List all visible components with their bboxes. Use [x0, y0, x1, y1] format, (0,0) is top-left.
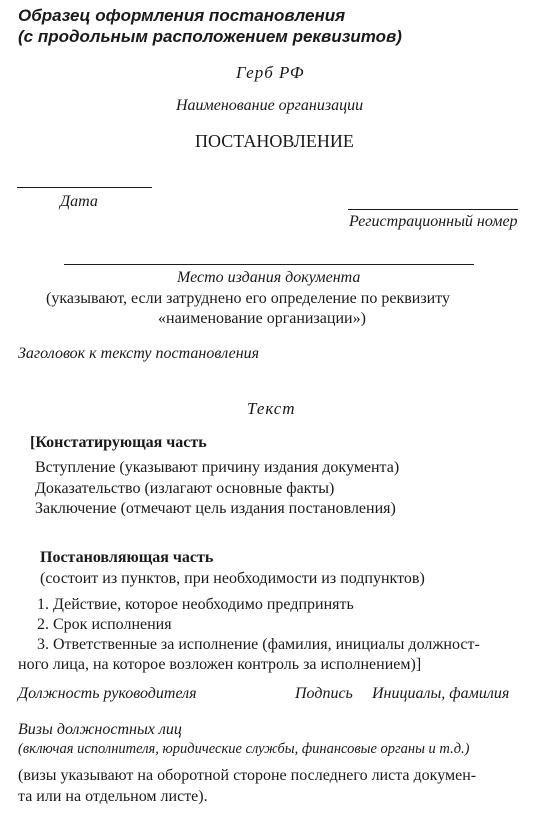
place-note-line-1: (указывают, если затруднено его определение по реквизиту: [46, 290, 450, 307]
visas-note-line-1: (визы указывают на оборотной стороне последнего листа докумен-: [18, 767, 477, 784]
resolving-item-2: 2. Срок исполнения: [37, 616, 172, 633]
ascertaining-part-title: [30, 434, 207, 452]
visas-note-line-2: та или на отдельном листе).: [18, 788, 208, 805]
ascertaining-line-conclusion: Заключение (отмечают цель издания постановления): [35, 500, 396, 517]
visas-detail: (включая исполнителя, юридические службы, финансовые органы и т.д.): [18, 741, 470, 757]
place-note-line-2: «наименование организации»): [158, 310, 366, 327]
place-label: Место издания документа: [177, 269, 361, 286]
text-heading-label: Заголовок к тексту постановления: [18, 345, 260, 362]
date-label: Дата: [60, 193, 98, 210]
resolving-part-title: Постановляющая часть: [40, 549, 214, 566]
ascertaining-line-proof: Доказательство (излагают основные факты): [35, 480, 335, 497]
document-type: ПОСТАНОВЛЕНИЕ: [195, 131, 354, 151]
ascertaining-title-text: Констатирующая часть: [35, 434, 207, 451]
resolving-item-3-continuation: ного лица, на которое возложен контроль за исполнением)]: [18, 656, 422, 673]
page-title-line-1: Образец оформления постановления: [18, 6, 346, 25]
reg-number-rule: [348, 209, 518, 210]
ascertaining-line-intro: Вступление (указывают причину издания документа): [35, 459, 400, 476]
signatory-position: Должность руководителя: [18, 685, 197, 702]
text-label: Текст: [247, 399, 296, 418]
resolving-item-1: 1. Действие, которое необходимо предпринять: [37, 596, 354, 613]
signature-label: Подпись: [295, 685, 353, 702]
page-title-line-2: (с продольным расположением реквизитов): [18, 27, 402, 46]
registration-number-label: Регистрационный номер: [349, 213, 518, 230]
opening-bracket: [: [30, 434, 36, 451]
resolving-item-3: 3. Ответственные за исполнение (фамилия, инициалы должност-: [37, 636, 480, 653]
place-rule: [64, 264, 474, 265]
visas-title: Визы должностных лиц: [18, 721, 182, 738]
date-rule: [17, 187, 152, 188]
emblem-label: Герб РФ: [236, 63, 305, 82]
initials-surname-label: Инициалы, фамилия: [372, 685, 510, 702]
resolving-part-subtitle: (состоит из пунктов, при необходимости из подпунктов): [40, 570, 425, 587]
organization-name: Наименование организации: [176, 97, 364, 114]
